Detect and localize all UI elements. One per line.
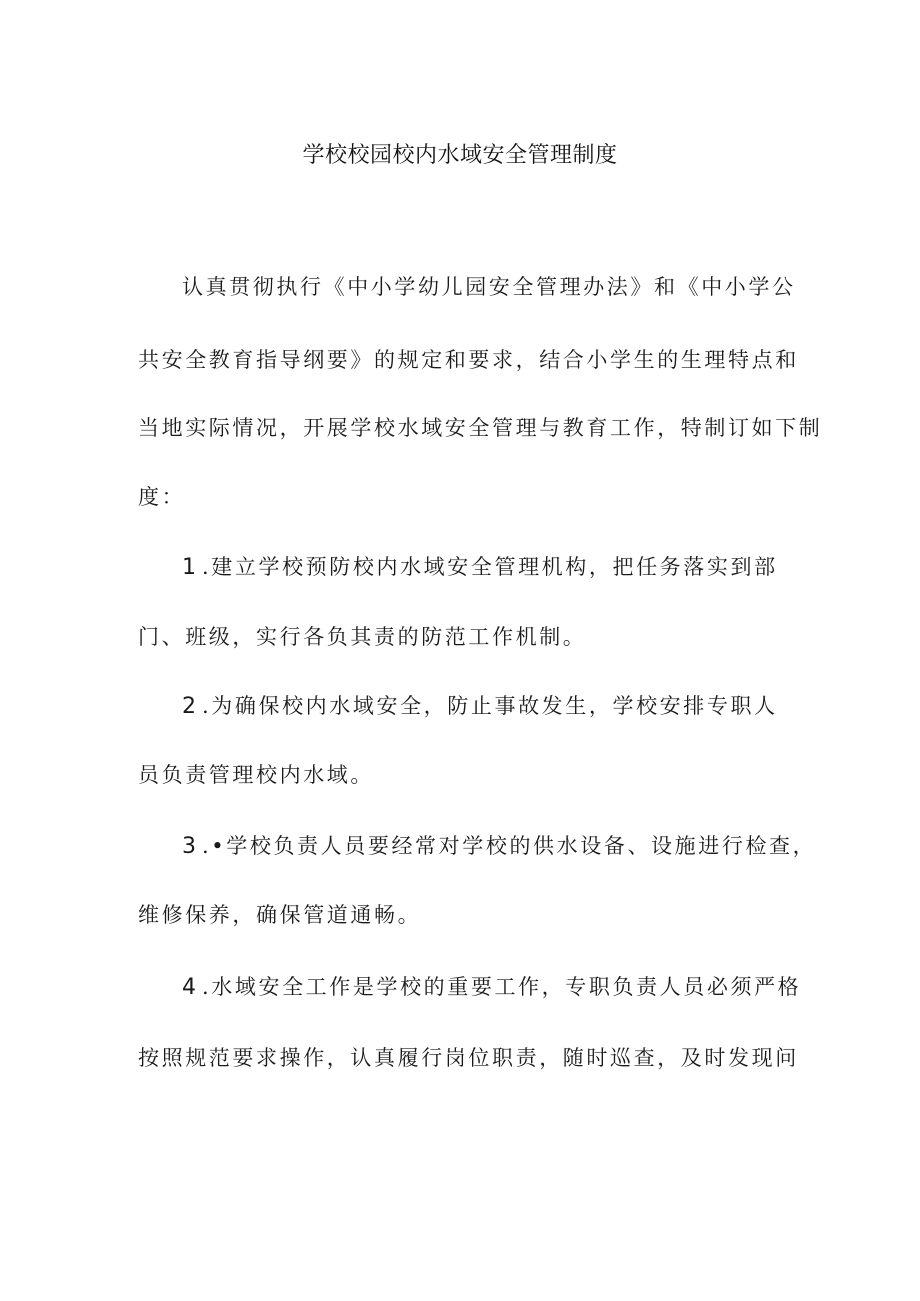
item-4-line-1 bbox=[182, 972, 801, 1003]
item-4-line-2: 按照规范要求操作，认真履行岗位职责，随时巡查，及时发现问 bbox=[138, 1046, 799, 1070]
intro-line-2: 共安全教育指导纲要》的规定和要求，结合小学生的生理特点和 bbox=[138, 348, 799, 372]
item-2-line-1 bbox=[182, 691, 778, 722]
intro-line-4: 度： bbox=[138, 485, 186, 509]
item-4-text: .水域安全工作是学校的重要工作，专职负责人员必须严格 bbox=[202, 975, 802, 999]
item-1-line-1 bbox=[182, 552, 778, 583]
item-3-line-2: 维修保养，确保管道通畅。 bbox=[138, 903, 422, 927]
item-1-number: 1 bbox=[182, 555, 202, 580]
intro-line-3: 当地实际情况，开展学校水域安全管理与教育工作，特制订如下制 bbox=[138, 416, 823, 440]
item-3-number: 3 bbox=[182, 834, 202, 859]
item-3-text: .•学校负责人员要经常对学校的供水设备、设施进行检查， bbox=[202, 834, 817, 858]
item-1-text: .建立学校预防校内水域安全管理机构，把任务落实到部 bbox=[202, 555, 778, 579]
item-3-line-1 bbox=[182, 831, 816, 862]
item-2-number: 2 bbox=[182, 694, 202, 719]
item-2-line-2: 员负责管理校内水域。 bbox=[138, 763, 374, 787]
document-title: 学校校园校内水域安全管理制度 bbox=[302, 143, 618, 168]
item-2-text: .为确保校内水域安全，防止事故发生，学校安排专职人 bbox=[202, 694, 778, 718]
item-4-number: 4 bbox=[182, 975, 202, 1000]
intro-line-1: 认真贯彻执行《中小学幼儿园安全管理办法》和《中小学公 bbox=[182, 275, 796, 299]
item-1-line-2: 门、班级，实行各负其责的防范工作机制。 bbox=[138, 625, 587, 649]
